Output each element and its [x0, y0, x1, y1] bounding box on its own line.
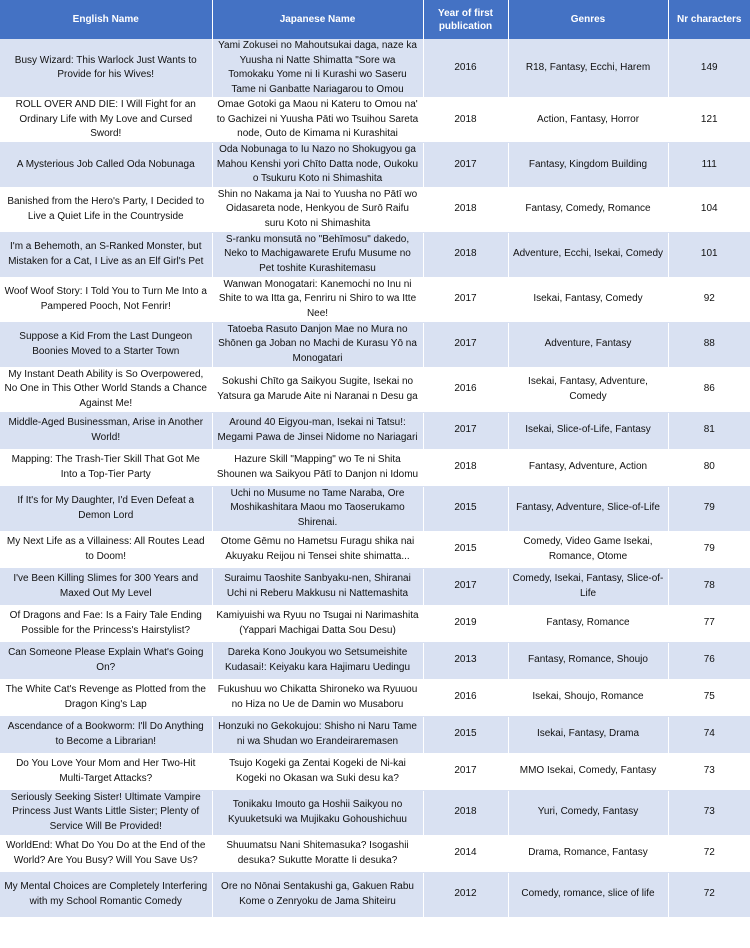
cell-english-name: Of Dragons and Fae: Is a Fairy Tale Ending Possible for the Princess's Hairstylist?	[0, 605, 212, 642]
cell-genres: Comedy, Video Game Isekai, Romance, Otome	[508, 531, 668, 568]
cell-nr-characters: 79	[668, 531, 750, 568]
cell-genres: Isekai, Fantasy, Drama	[508, 716, 668, 753]
cell-japanese-name: Around 40 Eigyou-man, Isekai ni Tatsu!: Megami Pawa de Jinsei Nidome no Nariagari	[212, 412, 423, 449]
table-row	[0, 277, 750, 322]
cell-nr-characters: 75	[668, 679, 750, 716]
cell-year: 2014	[423, 835, 508, 872]
table-row	[0, 187, 750, 232]
cell-nr-characters: 149	[668, 39, 750, 98]
cell-english-name: Ascendance of a Bookworm: I'll Do Anything to Become a Librarian!	[0, 716, 212, 753]
cell-genres: Action, Fantasy, Horror	[508, 98, 668, 143]
cell-genres: Drama, Romance, Fantasy	[508, 835, 668, 872]
table-body	[0, 39, 750, 917]
cell-year: 2018	[423, 187, 508, 232]
cell-english-name: Woof Woof Story: I Told You to Turn Me Into a Pampered Pooch, Not Fenrir!	[0, 277, 212, 322]
cell-english-name: If It's for My Daughter, I'd Even Defeat a Demon Lord	[0, 486, 212, 531]
cell-japanese-name: Wanwan Monogatari: Kanemochi no Inu ni Shite to wa Itta ga, Fenriru ni Shiro to wa Itte Nee!	[212, 277, 423, 322]
cell-english-name: ROLL OVER AND DIE: I Will Fight for an Ordinary Life with My Love and Cursed Sword!	[0, 98, 212, 143]
cell-english-name: My Mental Choices are Completely Interfering with my School Romantic Comedy	[0, 872, 212, 917]
cell-year: 2018	[423, 98, 508, 143]
cell-japanese-name: Yami Zokusei no Mahoutsukai daga, naze ka Yuusha ni Natte Shimatta "Sore wa Tomokaku Yome ni Ii Kurashi wo Saseru Tame ni Ganbatte Nariagarou to Omou	[212, 39, 423, 98]
cell-genres: Fantasy, Romance, Shoujo	[508, 642, 668, 679]
table-row	[0, 835, 750, 872]
cell-year: 2019	[423, 605, 508, 642]
cell-nr-characters: 121	[668, 98, 750, 143]
table-row	[0, 98, 750, 143]
cell-genres: MMO Isekai, Comedy, Fantasy	[508, 753, 668, 790]
cell-nr-characters: 74	[668, 716, 750, 753]
table-row	[0, 568, 750, 605]
cell-genres: Isekai, Fantasy, Adventure, Comedy	[508, 367, 668, 412]
cell-genres: Isekai, Shoujo, Romance	[508, 679, 668, 716]
cell-year: 2018	[423, 449, 508, 486]
cell-english-name: Suppose a Kid From the Last Dungeon Boonies Moved to a Starter Town	[0, 322, 212, 367]
cell-nr-characters: 80	[668, 449, 750, 486]
cell-japanese-name: Otome Gēmu no Hametsu Furagu shika nai Akuyaku Reijou ni Tensei shite shimatta...	[212, 531, 423, 568]
cell-japanese-name: Shin no Nakama ja Nai to Yuusha no Pātī wo Oidasareta node, Henkyou de Surō Raifu suru Koto ni Shimashita	[212, 187, 423, 232]
cell-nr-characters: 72	[668, 835, 750, 872]
cell-nr-characters: 92	[668, 277, 750, 322]
table-row	[0, 449, 750, 486]
cell-year: 2017	[423, 322, 508, 367]
cell-genres: Adventure, Fantasy	[508, 322, 668, 367]
cell-japanese-name: Shuumatsu Nani Shitemasuka? Isogashii desuka? Sukutte Moratte Ii desuka?	[212, 835, 423, 872]
cell-year: 2017	[423, 568, 508, 605]
table-row	[0, 790, 750, 835]
cell-genres: Fantasy, Adventure, Action	[508, 449, 668, 486]
cell-nr-characters: 86	[668, 367, 750, 412]
cell-english-name: Seriously Seeking Sister! Ultimate Vampire Princess Just Wants Little Sister; Plenty of Service Will Be Provided!	[0, 790, 212, 835]
cell-japanese-name: Tsujo Kogeki ga Zentai Kogeki de Ni-kai Kogeki no Okasan wa Suki desu ka?	[212, 753, 423, 790]
cell-genres: R18, Fantasy, Ecchi, Harem	[508, 39, 668, 98]
cell-nr-characters: 73	[668, 753, 750, 790]
cell-english-name: I'm a Behemoth, an S-Ranked Monster, but Mistaken for a Cat, I Live as an Elf Girl's Pet	[0, 232, 212, 277]
cell-japanese-name: Tonikaku Imouto ga Hoshii Saikyou no Kyuuketsuki wa Mujikaku Gohoushichuu	[212, 790, 423, 835]
cell-genres: Fantasy, Adventure, Slice-of-Life	[508, 486, 668, 531]
header-english-name: English Name	[0, 0, 212, 39]
cell-english-name: My Next Life as a Villainess: All Routes Lead to Doom!	[0, 531, 212, 568]
cell-english-name: Do You Love Your Mom and Her Two-Hit Multi-Target Attacks?	[0, 753, 212, 790]
cell-japanese-name: Fukushuu wo Chikatta Shironeko wa Ryuuou no Hiza no Ue de Damin wo Musaboru	[212, 679, 423, 716]
table-row	[0, 531, 750, 568]
cell-japanese-name: Hazure Skill "Mapping" wo Te ni Shita Shounen wa Saikyou Pātī to Danjon ni Idomu	[212, 449, 423, 486]
cell-japanese-name: S-ranku monsutā no "Behīmosu" dakedo, Neko to Machigawarete Erufu Musume no Pet toshite Kurashitemasu	[212, 232, 423, 277]
table-row	[0, 39, 750, 98]
table-row	[0, 642, 750, 679]
header-japanese-name: Japanese Name	[212, 0, 423, 39]
cell-genres: Fantasy, Kingdom Building	[508, 143, 668, 188]
cell-english-name: I've Been Killing Slimes for 300 Years and Maxed Out My Level	[0, 568, 212, 605]
cell-nr-characters: 76	[668, 642, 750, 679]
cell-genres: Comedy, Isekai, Fantasy, Slice-of-Life	[508, 568, 668, 605]
cell-year: 2018	[423, 232, 508, 277]
cell-english-name: A Mysterious Job Called Oda Nobunaga	[0, 143, 212, 188]
cell-year: 2016	[423, 367, 508, 412]
cell-year: 2017	[423, 753, 508, 790]
cell-genres: Comedy, romance, slice of life	[508, 872, 668, 917]
cell-year: 2012	[423, 872, 508, 917]
cell-year: 2017	[423, 277, 508, 322]
header-row	[0, 0, 750, 39]
cell-english-name: Mapping: The Trash-Tier Skill That Got Me Into a Top-Tier Party	[0, 449, 212, 486]
header-year: Year of first publication	[423, 0, 508, 39]
cell-year: 2017	[423, 143, 508, 188]
cell-nr-characters: 81	[668, 412, 750, 449]
cell-english-name: Banished from the Hero's Party, I Decided to Live a Quiet Life in the Countryside	[0, 187, 212, 232]
cell-year: 2015	[423, 486, 508, 531]
table-row	[0, 716, 750, 753]
cell-english-name: My Instant Death Ability is So Overpowered, No One in This Other World Stands a Chance Against Me!	[0, 367, 212, 412]
cell-japanese-name: Uchi no Musume no Tame Naraba, Ore Moshikashitara Maou mo Taoserukamo Shirenai.	[212, 486, 423, 531]
table-row	[0, 322, 750, 367]
cell-genres: Yuri, Comedy, Fantasy	[508, 790, 668, 835]
cell-year: 2016	[423, 679, 508, 716]
cell-nr-characters: 104	[668, 187, 750, 232]
cell-english-name: WorldEnd: What Do You Do at the End of the World? Are You Busy? Will You Save Us?	[0, 835, 212, 872]
cell-japanese-name: Oda Nobunaga to Iu Nazo no Shokugyou ga Mahou Kenshi yori Chīto Datta node, Oukoku o Tsukuru Koto ni Shimashita	[212, 143, 423, 188]
table-row	[0, 143, 750, 188]
table-row	[0, 605, 750, 642]
header-genres: Genres	[508, 0, 668, 39]
cell-year: 2015	[423, 531, 508, 568]
cell-genres: Isekai, Slice-of-Life, Fantasy	[508, 412, 668, 449]
table-row	[0, 679, 750, 716]
cell-japanese-name: Omae Gotoki ga Maou ni Kateru to Omou na' to Gachizei ni Yuusha Pāti wo Tsuihou Sareta node, Outo de Kimama ni Kurashitai	[212, 98, 423, 143]
table-row	[0, 872, 750, 917]
cell-japanese-name: Tatoeba Rasuto Danjon Mae no Mura no Shōnen ga Joban no Machi de Kurasu Yō na Monogatari	[212, 322, 423, 367]
table-row	[0, 367, 750, 412]
cell-japanese-name: Ore no Nōnai Sentakushi ga, Gakuen Rabu Kome o Zenryoku de Jama Shiteiru	[212, 872, 423, 917]
table-row	[0, 232, 750, 277]
cell-nr-characters: 73	[668, 790, 750, 835]
cell-nr-characters: 111	[668, 143, 750, 188]
cell-japanese-name: Dareka Kono Joukyou wo Setsumeishite Kudasai!: Keiyaku kara Hajimaru Uedingu	[212, 642, 423, 679]
cell-nr-characters: 77	[668, 605, 750, 642]
table-row	[0, 486, 750, 531]
cell-english-name: The White Cat's Revenge as Plotted from the Dragon King's Lap	[0, 679, 212, 716]
cell-year: 2018	[423, 790, 508, 835]
cell-nr-characters: 88	[668, 322, 750, 367]
cell-japanese-name: Suraimu Taoshite Sanbyaku-nen, Shiranai Uchi ni Reberu Makkusu ni Nattemashita	[212, 568, 423, 605]
cell-nr-characters: 78	[668, 568, 750, 605]
cell-nr-characters: 72	[668, 872, 750, 917]
cell-nr-characters: 101	[668, 232, 750, 277]
cell-japanese-name: Honzuki no Gekokujou: Shisho ni Naru Tame ni wa Shudan wo Erandeiraremasen	[212, 716, 423, 753]
cell-english-name: Can Someone Please Explain What's Going On?	[0, 642, 212, 679]
cell-japanese-name: Kamiyuishi wa Ryuu no Tsugai ni Narimashita (Yappari Machigai Datta Sou Desu)	[212, 605, 423, 642]
cell-year: 2015	[423, 716, 508, 753]
cell-genres: Fantasy, Comedy, Romance	[508, 187, 668, 232]
cell-year: 2016	[423, 39, 508, 98]
cell-nr-characters: 79	[668, 486, 750, 531]
cell-japanese-name: Sokushi Chīto ga Saikyou Sugite, Isekai no Yatsura ga Marude Aite ni Naranai n Desu ga	[212, 367, 423, 412]
header-nr-characters: Nr characters	[668, 0, 750, 39]
cell-english-name: Busy Wizard: This Warlock Just Wants to Provide for his Wives!	[0, 39, 212, 98]
cell-genres: Isekai, Fantasy, Comedy	[508, 277, 668, 322]
cell-english-name: Middle-Aged Businessman, Arise in Another World!	[0, 412, 212, 449]
cell-genres: Fantasy, Romance	[508, 605, 668, 642]
cell-year: 2013	[423, 642, 508, 679]
cell-genres: Adventure, Ecchi, Isekai, Comedy	[508, 232, 668, 277]
table-row	[0, 412, 750, 449]
table-row	[0, 753, 750, 790]
cell-year: 2017	[423, 412, 508, 449]
